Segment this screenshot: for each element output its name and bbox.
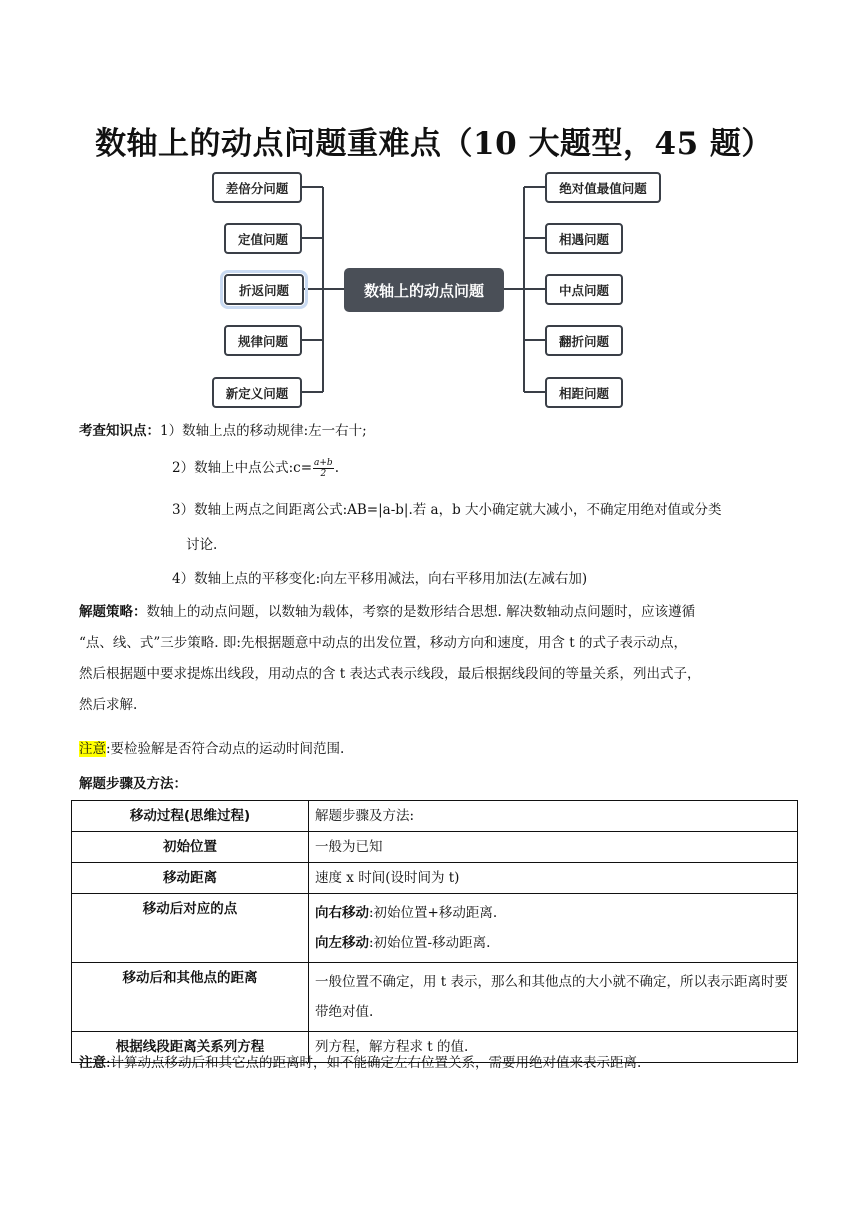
table-row [72, 863, 798, 894]
note-2-label: 注意 [79, 1055, 106, 1071]
strategy-line-1 [79, 597, 791, 628]
knowledge-point-1 [79, 421, 367, 441]
note-2-text: :计算动点移动后和其它点的距离时，如不能确定左右位置关系，需要用绝对值来表示距离. [106, 1055, 642, 1071]
knowledge-label: 考查知识点： [79, 423, 160, 439]
table-row [72, 963, 798, 1032]
table-cell-right: 速度 x 时间(设时间为 t) [309, 863, 798, 894]
move-right-line [315, 898, 791, 928]
mindmap-node-right-4[interactable]: 翻折问题 [545, 325, 623, 356]
strategy-label: 解题策略： [79, 604, 147, 620]
knowledge-point-3: 3）数轴上两点之间距离公式:AB=|a-b|.若 a，b 大小确定就大减小，不确定用绝对值或分类 [172, 502, 722, 518]
mindmap-node-left-5[interactable]: 新定义问题 [212, 377, 302, 408]
table-cell-left: 根据线段距离关系列方程 [72, 1032, 309, 1063]
table-cell-right: 一般位置不确定，用 t 表示，那么和其他点的大小就不确定，所以表示距离时要带绝对值. [309, 963, 798, 1032]
table-cell-right: 一般为已知 [309, 832, 798, 863]
note-1 [79, 739, 344, 759]
table-cell-left: 初始位置 [72, 832, 309, 863]
move-left-label: 向左移动 [315, 935, 369, 951]
strategy-line-4: 然后求解. [79, 697, 138, 713]
mindmap-node-left-1[interactable]: 差倍分问题 [212, 172, 302, 203]
midpoint-formula-end: . [334, 460, 339, 476]
table-cell-left: 移动后和其他点的距离 [72, 963, 309, 1032]
move-right-label: 向右移动 [315, 905, 369, 921]
knowledge-point-4: 4）数轴上点的平移变化:向左平移用减法，向右平移用加法(左减右加) [172, 571, 588, 587]
mindmap-node-left-4[interactable]: 规律问题 [224, 325, 302, 356]
mindmap-center-node[interactable]: 数轴上的动点问题 [344, 268, 504, 312]
move-left-text: :初始位置-移动距离. [369, 935, 491, 951]
mind-map-connectors [0, 0, 868, 420]
move-left-line [315, 928, 791, 958]
move-right-text: :初始位置+移动距离. [369, 905, 498, 921]
strategy-text-1: 数轴上的动点问题，以数轴为载体，考察的是数形结合思想. 解决数轴动点问题时，应该遵循 [146, 604, 696, 620]
midpoint-fraction [313, 458, 334, 479]
table-cell-left: 移动过程(思维过程) [72, 801, 309, 832]
knowledge-point-2 [172, 458, 339, 479]
note-1-text: :要检验解是否符合动点的运动时间范围. [106, 741, 345, 757]
mindmap-node-right-3[interactable]: 中点问题 [545, 274, 623, 305]
mindmap-node-left-3[interactable]: 折返问题 [224, 274, 304, 305]
steps-heading: 解题步骤及方法： [79, 776, 187, 792]
page-title: 数轴上的动点问题重难点（10 大题型，45 题） [95, 126, 773, 162]
table-cell-right: 列方程，解方程求 t 的值. [309, 1032, 798, 1063]
table-cell-right: 解题步骤及方法: [309, 801, 798, 832]
table-row [72, 801, 798, 832]
table-row [72, 894, 798, 963]
table-cell-left: 移动后对应的点 [72, 894, 309, 963]
mindmap-node-right-2[interactable]: 相遇问题 [545, 223, 623, 254]
strategy-line-2: “点、线、式”三步策略. 即:先根据题意中动点的出发位置，移动方向和速度，用含 t 的式子表示动点， [79, 635, 687, 651]
fraction-denominator: 2 [320, 469, 327, 479]
table-cell-left: 移动距离 [72, 863, 309, 894]
note-2 [79, 1053, 641, 1073]
mind-map [0, 0, 868, 420]
strategy-paragraph [79, 597, 791, 721]
steps-table [71, 800, 798, 1063]
table-cell-right [309, 894, 798, 963]
mindmap-node-left-2[interactable]: 定值问题 [224, 223, 302, 254]
midpoint-formula-text: 2）数轴上中点公式:c= [172, 460, 313, 476]
mindmap-node-right-1[interactable]: 绝对值最值问题 [545, 172, 661, 203]
table-row [72, 832, 798, 863]
note-label-highlighted: 注意 [79, 741, 106, 757]
knowledge-text-1: 1）数轴上点的移动规律:左一右十; [160, 423, 367, 439]
strategy-line-3: 然后根据题中要求提炼出线段，用动点的含 t 表达式表示线段，最后根据线段间的等量关系，列出式子， [79, 666, 701, 682]
knowledge-point-3-cont: 讨论. [186, 537, 218, 553]
mindmap-node-right-5[interactable]: 相距问题 [545, 377, 623, 408]
fraction-numerator: a+b [314, 458, 333, 468]
